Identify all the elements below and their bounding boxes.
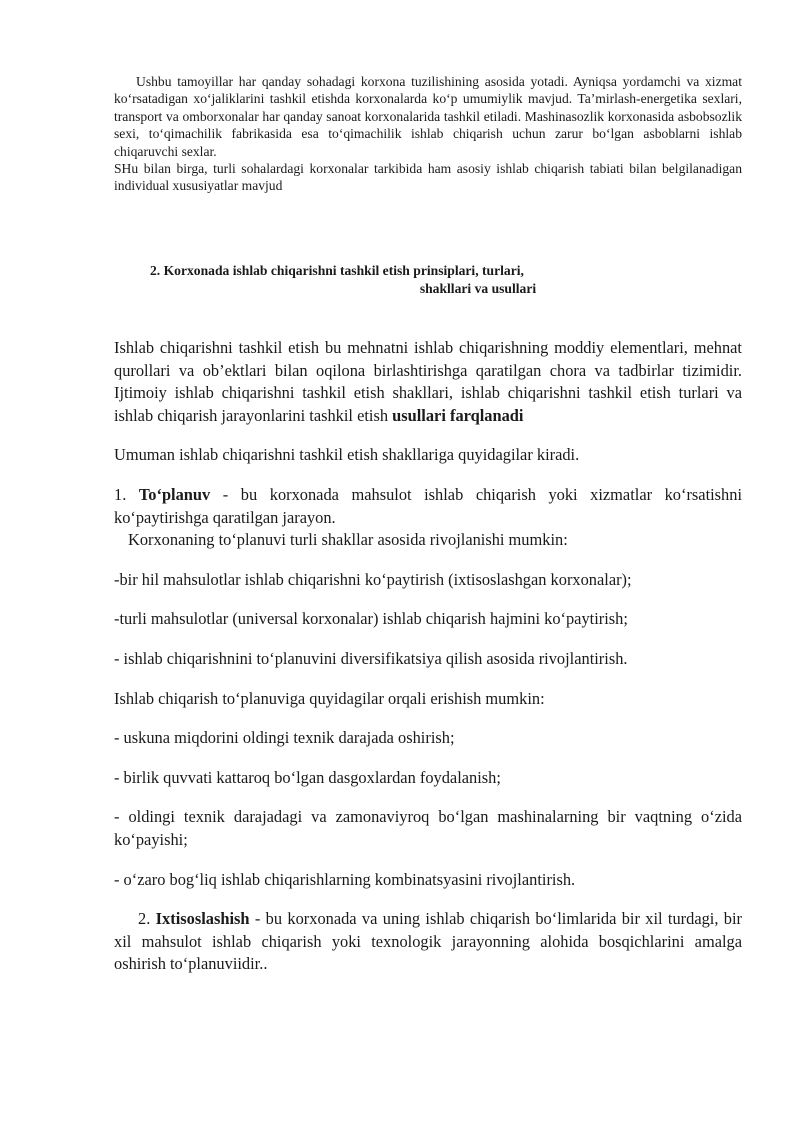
item-number: 1. [114, 484, 139, 504]
bullet-item: - oldingi texnik darajadagi va zamonaviyroq bo‘lgan mashinalarning bir vaqtning o‘zida ko‘payishi; [114, 807, 742, 849]
specialization-definition: - bu korxonada va uning ishlab chiqarish bo‘limlarida bir xil turdagi, bir xil mahsulot ishlab chiqarish yoki texnologik jarayonning alohida bosqichlarini amalga oshirish to‘planuviidir.. [114, 909, 743, 974]
bullet-item: - ishlab chiqarishnini to‘planuvini diversifikatsiya qilish asosida rivojlantirish. [114, 648, 628, 668]
paragraph-principles: Ushbu tamoyillar har qanday sohadagi korxona tuzilishining asosida yotadi. Ayniqsa yordamchi va xizmat ko‘rsatadigan xo‘jaliklarini tashkil etishda korxonalarda ko‘p umumiylik mavjud. Ta’mirlash-energetika sexlari, transport va omborxonalar har qanday sanoat korxonalarida tashkil etiladi. Mashinasozlik korxonasida asbobsozlik sexi, to‘qimachilik fabrikasida esa to‘qimachilik ishlab chiqarish uchun zarur bo‘lgan asboblarni ishlab chiqaruvchi sexlar. [114, 74, 742, 159]
bullet-item: - uskuna miqdorini oldingi texnik darajada oshirish; [114, 728, 455, 748]
list-item-specialization [114, 908, 742, 976]
list-item-concentration [114, 484, 742, 529]
section-heading-line1: 2. Korxonada ishlab chiqarishni tashkil etish prinsiplari, turlari, [150, 263, 524, 278]
item-number: 2. [138, 909, 156, 929]
bullet-item: - o‘zaro bog‘liq ishlab chiqarishlarning kombinatsyasini rivojlantirish. [114, 869, 576, 889]
term-specialization: Ixtisoslashish [155, 909, 250, 929]
paragraph-achieve-intro: Ishlab chiqarish to‘planuviga quyidagilar orqali erishish mumkin: [114, 688, 545, 708]
paragraph-forms-intro: Umuman ishlab chiqarishni tashkil etish shakllariga quyidagilar kiradi. [114, 445, 580, 465]
definition-text: Ishlab chiqarishni tashkil etish bu mehnatni ishlab chiqarishning moddiy elementlari, mehnat qurollari va ob’ektlari bilan oqilona birlashtirishga qaratilgan chora va tadbirlar tizimidir. Ijtimoiy ishlab chiqarishni tashkil etish shakllari, ishlab chiqarishni tashkil etish turlari va ishlab chiqarish jarayonlarini tashkil etish [114, 338, 742, 425]
concentration-definition: - bu korxonada mahsulot ishlab chiqarish yoki xizmatlar ko‘rsatishni ko‘paytirishga qaratilgan jarayon. [114, 484, 742, 527]
term-concentration: To‘planuv [138, 484, 211, 504]
bullet-item: - birlik quvvati kattaroq bo‘lgan dasgoxlardan foydalanish; [114, 767, 501, 787]
intro-section [114, 73, 742, 195]
definition-bold-text: usullari farqlanadi [392, 405, 524, 425]
bullet-item: -bir hil mahsulotlar ishlab chiqarishni ko‘paytirish (ixtisoslashgan korxonalar); [114, 569, 632, 589]
section-heading-line2: shakllari va usullari [419, 281, 537, 296]
bullet-item: -turli mahsulotlar (universal korxonalar) ishlab chiqarish hajmini ko‘paytirish; [114, 609, 628, 629]
paragraph-concentration-forms: Korxonaning to‘planuvi turli shakllar asosida rivojlanishi mumkin: [128, 530, 568, 550]
main-section [114, 337, 742, 976]
paragraph-definition [114, 337, 742, 427]
section-heading [114, 262, 742, 298]
paragraph-individual-features: SHu bilan birga, turli sohalardagi korxonalar tarkibida ham asosiy ishlab chiqarish tabiati bilan belgilanadigan individual xususiyatlar mavjud [114, 161, 742, 194]
